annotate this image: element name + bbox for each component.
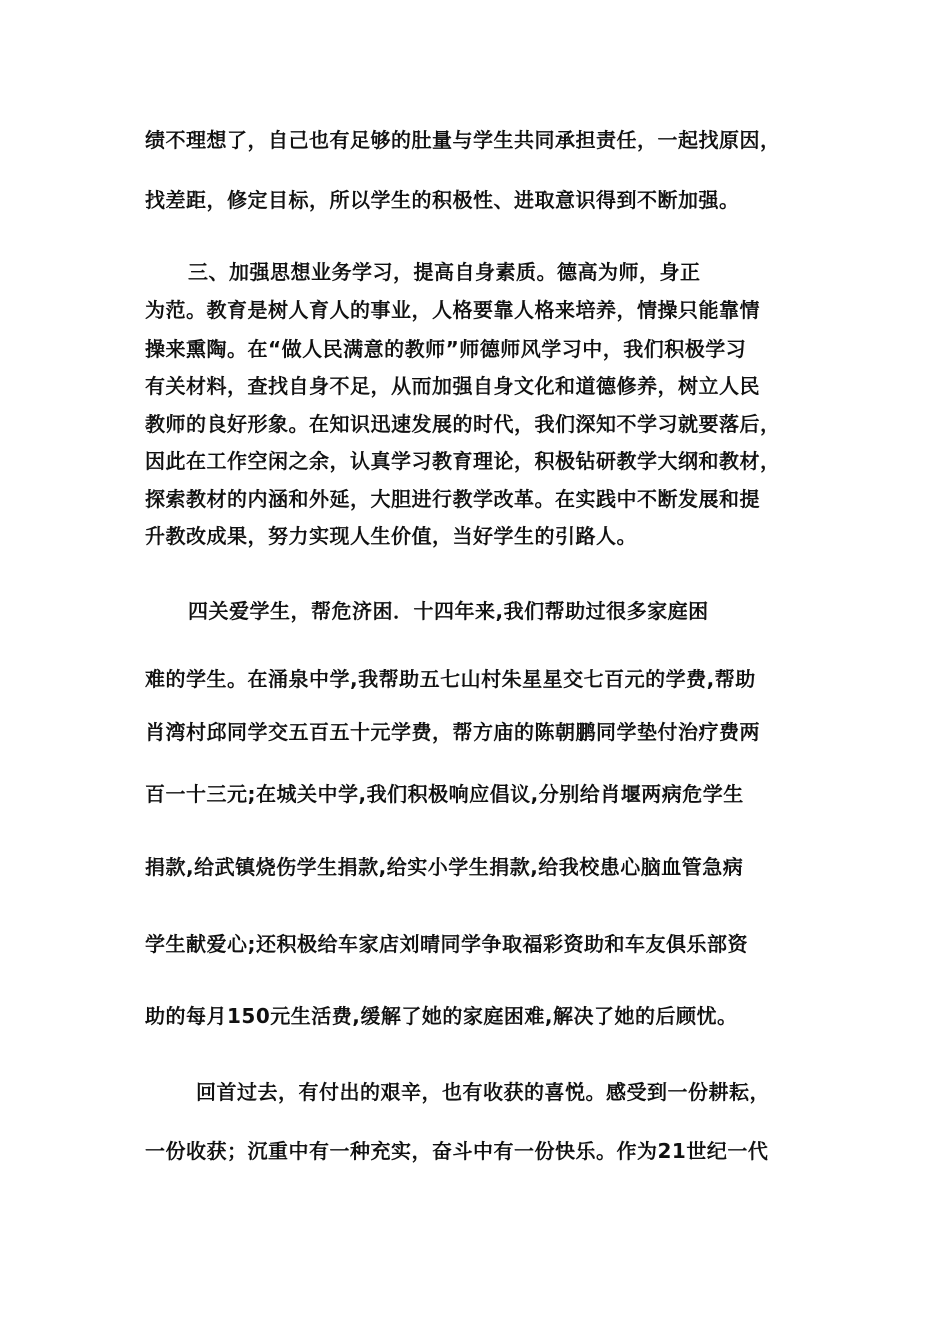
text-line: 学生献爱心;还积极给车家店刘晴同学争取福彩资助和车友俱乐部资 <box>145 932 748 956</box>
text-line: 有关材料，查找自身不足，从而加强自身文化和道德修养，树立人民 <box>145 374 760 398</box>
text-line: 难的学生。在涌泉中学,我帮助五七山村朱星星交七百元的学费,帮助 <box>145 667 756 691</box>
text-line: 为范。教育是树人育人的事业，人格要靠人格来培养，情操只能靠情 <box>145 298 760 322</box>
text-line: 升教改成果，努力实现人生价值，当好学生的引路人。 <box>145 524 637 548</box>
text-line: 教师的良好形象。在知识迅速发展的时代，我们深知不学习就要落后， <box>145 412 781 436</box>
section-heading-line: 三、加强思想业务学习，提高自身素质。德高为师，身正 <box>188 260 701 284</box>
text-line: 探索教材的内涵和外延，大胆进行教学改革。在实践中不断发展和提 <box>145 487 760 511</box>
text-line: 因此在工作空闲之余，认真学习教育理论，积极钻研教学大纲和教材， <box>145 449 781 473</box>
text-line: 绩不理想了，自己也有足够的肚量与学生共同承担责任，一起找原因， <box>145 128 781 152</box>
text-line: 回首过去，有付出的艰辛，也有收获的喜悦。感受到一份耕耘， <box>196 1080 770 1104</box>
text-line: 助的每月150元生活费,缓解了她的家庭困难,解决了她的后顾忧。 <box>145 1004 738 1028</box>
text-line: 肖湾村邱同学交五百五十元学费，帮方庙的陈朝鹏同学垫付治疗费两 <box>145 720 760 744</box>
text-line: 找差距，修定目标，所以学生的积极性、进取意识得到不断加强。 <box>145 188 740 212</box>
text-line: 百一十三元;在城关中学,我们积极响应倡议,分别给肖堰两病危学生 <box>145 782 744 806</box>
section-heading-line: 四关爱学生，帮危济困．十四年来,我们帮助过很多家庭困 <box>188 599 709 623</box>
text-line: 一份收获；沉重中有一种充实，奋斗中有一份快乐。作为21世纪一代 <box>145 1139 769 1163</box>
text-line: 操来熏陶。在“做人民满意的教师”师德师风学习中，我们积极学习 <box>145 337 747 361</box>
text-line: 捐款,给武镇烧伤学生捐款,给实小学生捐款,给我校患心脑血管急病 <box>145 855 744 879</box>
